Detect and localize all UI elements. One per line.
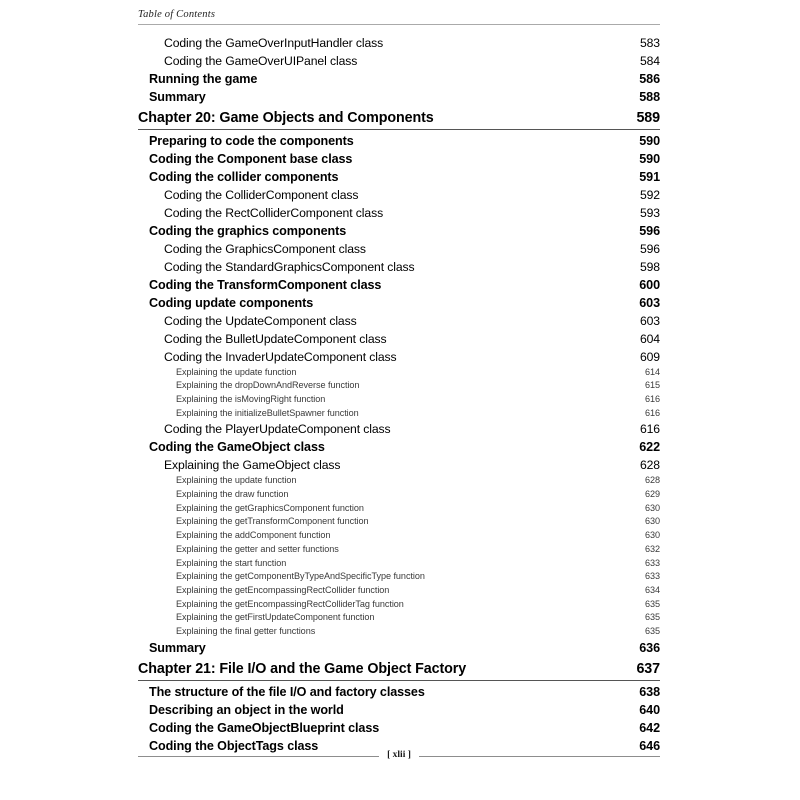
toc-entry[interactable] bbox=[138, 132, 660, 150]
toc-entry[interactable] bbox=[138, 529, 660, 543]
toc-entry-title: Explaining the addComponent function bbox=[176, 530, 331, 541]
toc-entry-page-number: 646 bbox=[639, 738, 660, 753]
toc-entry[interactable] bbox=[138, 312, 660, 330]
toc-entry-title: Explaining the update function bbox=[176, 366, 297, 377]
toc-entry-page-number: 638 bbox=[639, 684, 660, 699]
toc-entry-page-number: 592 bbox=[639, 187, 660, 202]
toc-entry-page-number: 630 bbox=[644, 502, 660, 513]
toc-entry-page-number: 586 bbox=[639, 71, 660, 86]
running-header: Table of Contents bbox=[138, 0, 660, 25]
toc-entry-title: Coding the GameOverUIPanel class bbox=[164, 53, 358, 68]
toc-entry-page-number: 596 bbox=[639, 241, 660, 256]
toc-entry-page-number: 609 bbox=[639, 349, 660, 364]
toc-entry-page-number: 614 bbox=[644, 366, 660, 377]
toc-entry[interactable] bbox=[138, 393, 660, 407]
toc-entry[interactable] bbox=[138, 52, 660, 70]
page-folio: [ xlii ] bbox=[387, 750, 411, 760]
toc-entry-page-number: 629 bbox=[644, 489, 660, 500]
toc-entry-page-number: 616 bbox=[644, 407, 660, 418]
toc-entry-title: Coding the ColliderComponent class bbox=[164, 187, 359, 202]
toc-entry-title: Preparing to code the components bbox=[149, 133, 354, 148]
page-footer bbox=[138, 752, 660, 762]
toc-entry-title: Explaining the getEncompassingRectColliderTag function bbox=[176, 598, 404, 609]
toc-entry-page-number: 590 bbox=[639, 151, 660, 166]
toc-entry-title: Explaining the initializeBulletSpawner function bbox=[176, 407, 359, 418]
toc-entry-title: Explaining the getEncompassingRectCollider function bbox=[176, 584, 390, 595]
toc-entry[interactable] bbox=[138, 611, 660, 625]
toc-entry[interactable] bbox=[138, 379, 660, 393]
toc-entry[interactable] bbox=[138, 276, 660, 294]
toc-entry-title: Explaining the GameObject class bbox=[164, 458, 341, 473]
toc-entry-title: Explaining the isMovingRight function bbox=[176, 393, 326, 404]
toc-entry[interactable] bbox=[138, 330, 660, 348]
toc-entry[interactable] bbox=[138, 420, 660, 438]
toc-entry[interactable] bbox=[138, 543, 660, 557]
toc-entry-page-number: 640 bbox=[639, 702, 660, 717]
toc-entry-title: Coding the TransformComponent class bbox=[149, 277, 382, 292]
toc-entry-page-number: 584 bbox=[639, 53, 660, 68]
toc-entry-title: Running the game bbox=[149, 71, 258, 86]
toc-entry-title: Coding the GameObject class bbox=[149, 440, 325, 455]
toc-entry[interactable] bbox=[138, 222, 660, 240]
toc-entry-page-number: 630 bbox=[644, 530, 660, 541]
toc-entry-title: Explaining the getComponentByTypeAndSpecificType function bbox=[176, 571, 425, 582]
toc-entry[interactable] bbox=[138, 258, 660, 276]
toc-entry-page-number: 633 bbox=[644, 571, 660, 582]
toc-entry[interactable] bbox=[138, 150, 660, 168]
toc-entry-page-number: 600 bbox=[639, 277, 660, 292]
toc-entry[interactable] bbox=[138, 204, 660, 222]
toc-entry[interactable] bbox=[138, 186, 660, 204]
toc-entry[interactable] bbox=[138, 70, 660, 88]
toc-entry-title: Coding the PlayerUpdateComponent class bbox=[164, 422, 391, 437]
toc-entry[interactable] bbox=[138, 683, 660, 701]
toc-entry[interactable] bbox=[138, 570, 660, 584]
footer-rule-right bbox=[419, 756, 660, 757]
toc-entry-page-number: 603 bbox=[639, 313, 660, 328]
toc-entry-title: Explaining the draw function bbox=[176, 489, 289, 500]
toc-entry-page-number: 588 bbox=[639, 89, 660, 104]
toc-entry-page-number: 603 bbox=[639, 295, 660, 310]
toc-entry-page-number: 598 bbox=[639, 259, 660, 274]
toc-entry-title: Coding the BulletUpdateComponent class bbox=[164, 331, 387, 346]
toc-entry[interactable] bbox=[138, 348, 660, 366]
toc-entry[interactable] bbox=[138, 407, 660, 421]
toc-entry-page-number: 589 bbox=[636, 109, 660, 126]
toc-entry-title: Explaining the update function bbox=[176, 475, 297, 486]
toc-entry-title: Coding the StandardGraphicsComponent class bbox=[164, 259, 415, 274]
toc-entry-page-number: 642 bbox=[639, 720, 660, 735]
toc-entry[interactable] bbox=[138, 168, 660, 186]
toc-entry-title: Explaining the getFirstUpdateComponent function bbox=[176, 612, 375, 623]
toc-entry-page-number: 590 bbox=[639, 133, 660, 148]
toc-entry-page-number: 622 bbox=[639, 440, 660, 455]
toc-entry-title: Coding the graphics components bbox=[149, 223, 347, 238]
toc-entry-page-number: 635 bbox=[644, 626, 660, 637]
toc-entry[interactable] bbox=[138, 719, 660, 737]
toc-entry-page-number: 628 bbox=[644, 475, 660, 486]
toc-entry-title: Explaining the dropDownAndReverse function bbox=[176, 380, 360, 391]
toc-entry-title: Coding the RectColliderComponent class bbox=[164, 205, 384, 220]
toc-entry-title: Describing an object in the world bbox=[149, 702, 344, 717]
toc-entry-title: Explaining the start function bbox=[176, 557, 287, 568]
footer-rule-left bbox=[138, 756, 379, 757]
toc-entry-page-number: 615 bbox=[644, 380, 660, 391]
toc-entry-page-number: 634 bbox=[644, 584, 660, 595]
toc-entry-title: Coding the GameObjectBlueprint class bbox=[149, 720, 380, 735]
toc-entry-page-number: 604 bbox=[639, 331, 660, 346]
toc-entry-title: Coding the collider components bbox=[149, 169, 339, 184]
toc-entry-title: Summary bbox=[149, 640, 206, 655]
toc-entry[interactable] bbox=[138, 88, 660, 106]
toc-entry-title: The structure of the file I/O and factory classes bbox=[149, 684, 425, 699]
toc-entry-page-number: 630 bbox=[644, 516, 660, 527]
toc-entry[interactable] bbox=[138, 34, 660, 52]
toc-entry-title: Explaining the getTransformComponent function bbox=[176, 516, 369, 527]
toc-entry-title: Explaining the getGraphicsComponent function bbox=[176, 502, 364, 513]
toc-entry-title: Chapter 21: File I/O and the Game Object Factory bbox=[138, 660, 467, 677]
toc-entry-page-number: 591 bbox=[639, 169, 660, 184]
toc-entry[interactable] bbox=[138, 598, 660, 612]
toc-entry-title: Coding the Component base class bbox=[149, 151, 353, 166]
toc-entry-page-number: 616 bbox=[639, 422, 660, 437]
toc-entry[interactable] bbox=[138, 294, 660, 312]
toc-entry-page-number: 636 bbox=[639, 640, 660, 655]
toc-entry[interactable] bbox=[138, 240, 660, 258]
toc-entry[interactable] bbox=[138, 456, 660, 474]
toc-entry-title: Summary bbox=[149, 89, 206, 104]
toc-entry[interactable] bbox=[138, 639, 660, 657]
toc-chapter-entry[interactable] bbox=[138, 657, 660, 681]
toc-entry-title: Coding the ObjectTags class bbox=[149, 738, 319, 753]
toc-entry-page-number: 616 bbox=[644, 393, 660, 404]
toc-entry[interactable] bbox=[138, 584, 660, 598]
toc-entry-page-number: 632 bbox=[644, 543, 660, 554]
toc-entry-page-number: 633 bbox=[644, 557, 660, 568]
toc-entry-title: Coding update components bbox=[149, 295, 314, 310]
toc-entry-page-number: 593 bbox=[639, 205, 660, 220]
toc-entry-page-number: 583 bbox=[639, 35, 660, 50]
toc-entry-title: Coding the InvaderUpdateComponent class bbox=[164, 349, 397, 364]
toc-entry-title: Coding the GameOverInputHandler class bbox=[164, 35, 384, 50]
toc-entry-page-number: 628 bbox=[639, 458, 660, 473]
toc-entry-title: Coding the GraphicsComponent class bbox=[164, 241, 366, 256]
table-of-contents-list bbox=[138, 34, 660, 755]
toc-entry-title: Explaining the final getter functions bbox=[176, 626, 316, 637]
toc-entry[interactable] bbox=[138, 557, 660, 571]
toc-entry[interactable] bbox=[138, 625, 660, 639]
toc-entry-page-number: 635 bbox=[644, 612, 660, 623]
toc-entry[interactable] bbox=[138, 515, 660, 529]
toc-entry-title: Explaining the getter and setter functions bbox=[176, 543, 339, 554]
toc-entry-page-number: 637 bbox=[636, 660, 660, 677]
page-content bbox=[138, 0, 660, 800]
toc-entry-title: Chapter 20: Game Objects and Components bbox=[138, 109, 434, 126]
toc-chapter-entry[interactable] bbox=[138, 106, 660, 130]
toc-entry[interactable] bbox=[138, 366, 660, 380]
toc-entry-title: Coding the UpdateComponent class bbox=[164, 313, 357, 328]
toc-entry[interactable] bbox=[138, 701, 660, 719]
toc-entry[interactable] bbox=[138, 502, 660, 516]
toc-entry[interactable] bbox=[138, 474, 660, 488]
toc-entry[interactable] bbox=[138, 438, 660, 456]
toc-entry-page-number: 635 bbox=[644, 598, 660, 609]
toc-entry-page-number: 596 bbox=[639, 223, 660, 238]
toc-entry[interactable] bbox=[138, 488, 660, 502]
